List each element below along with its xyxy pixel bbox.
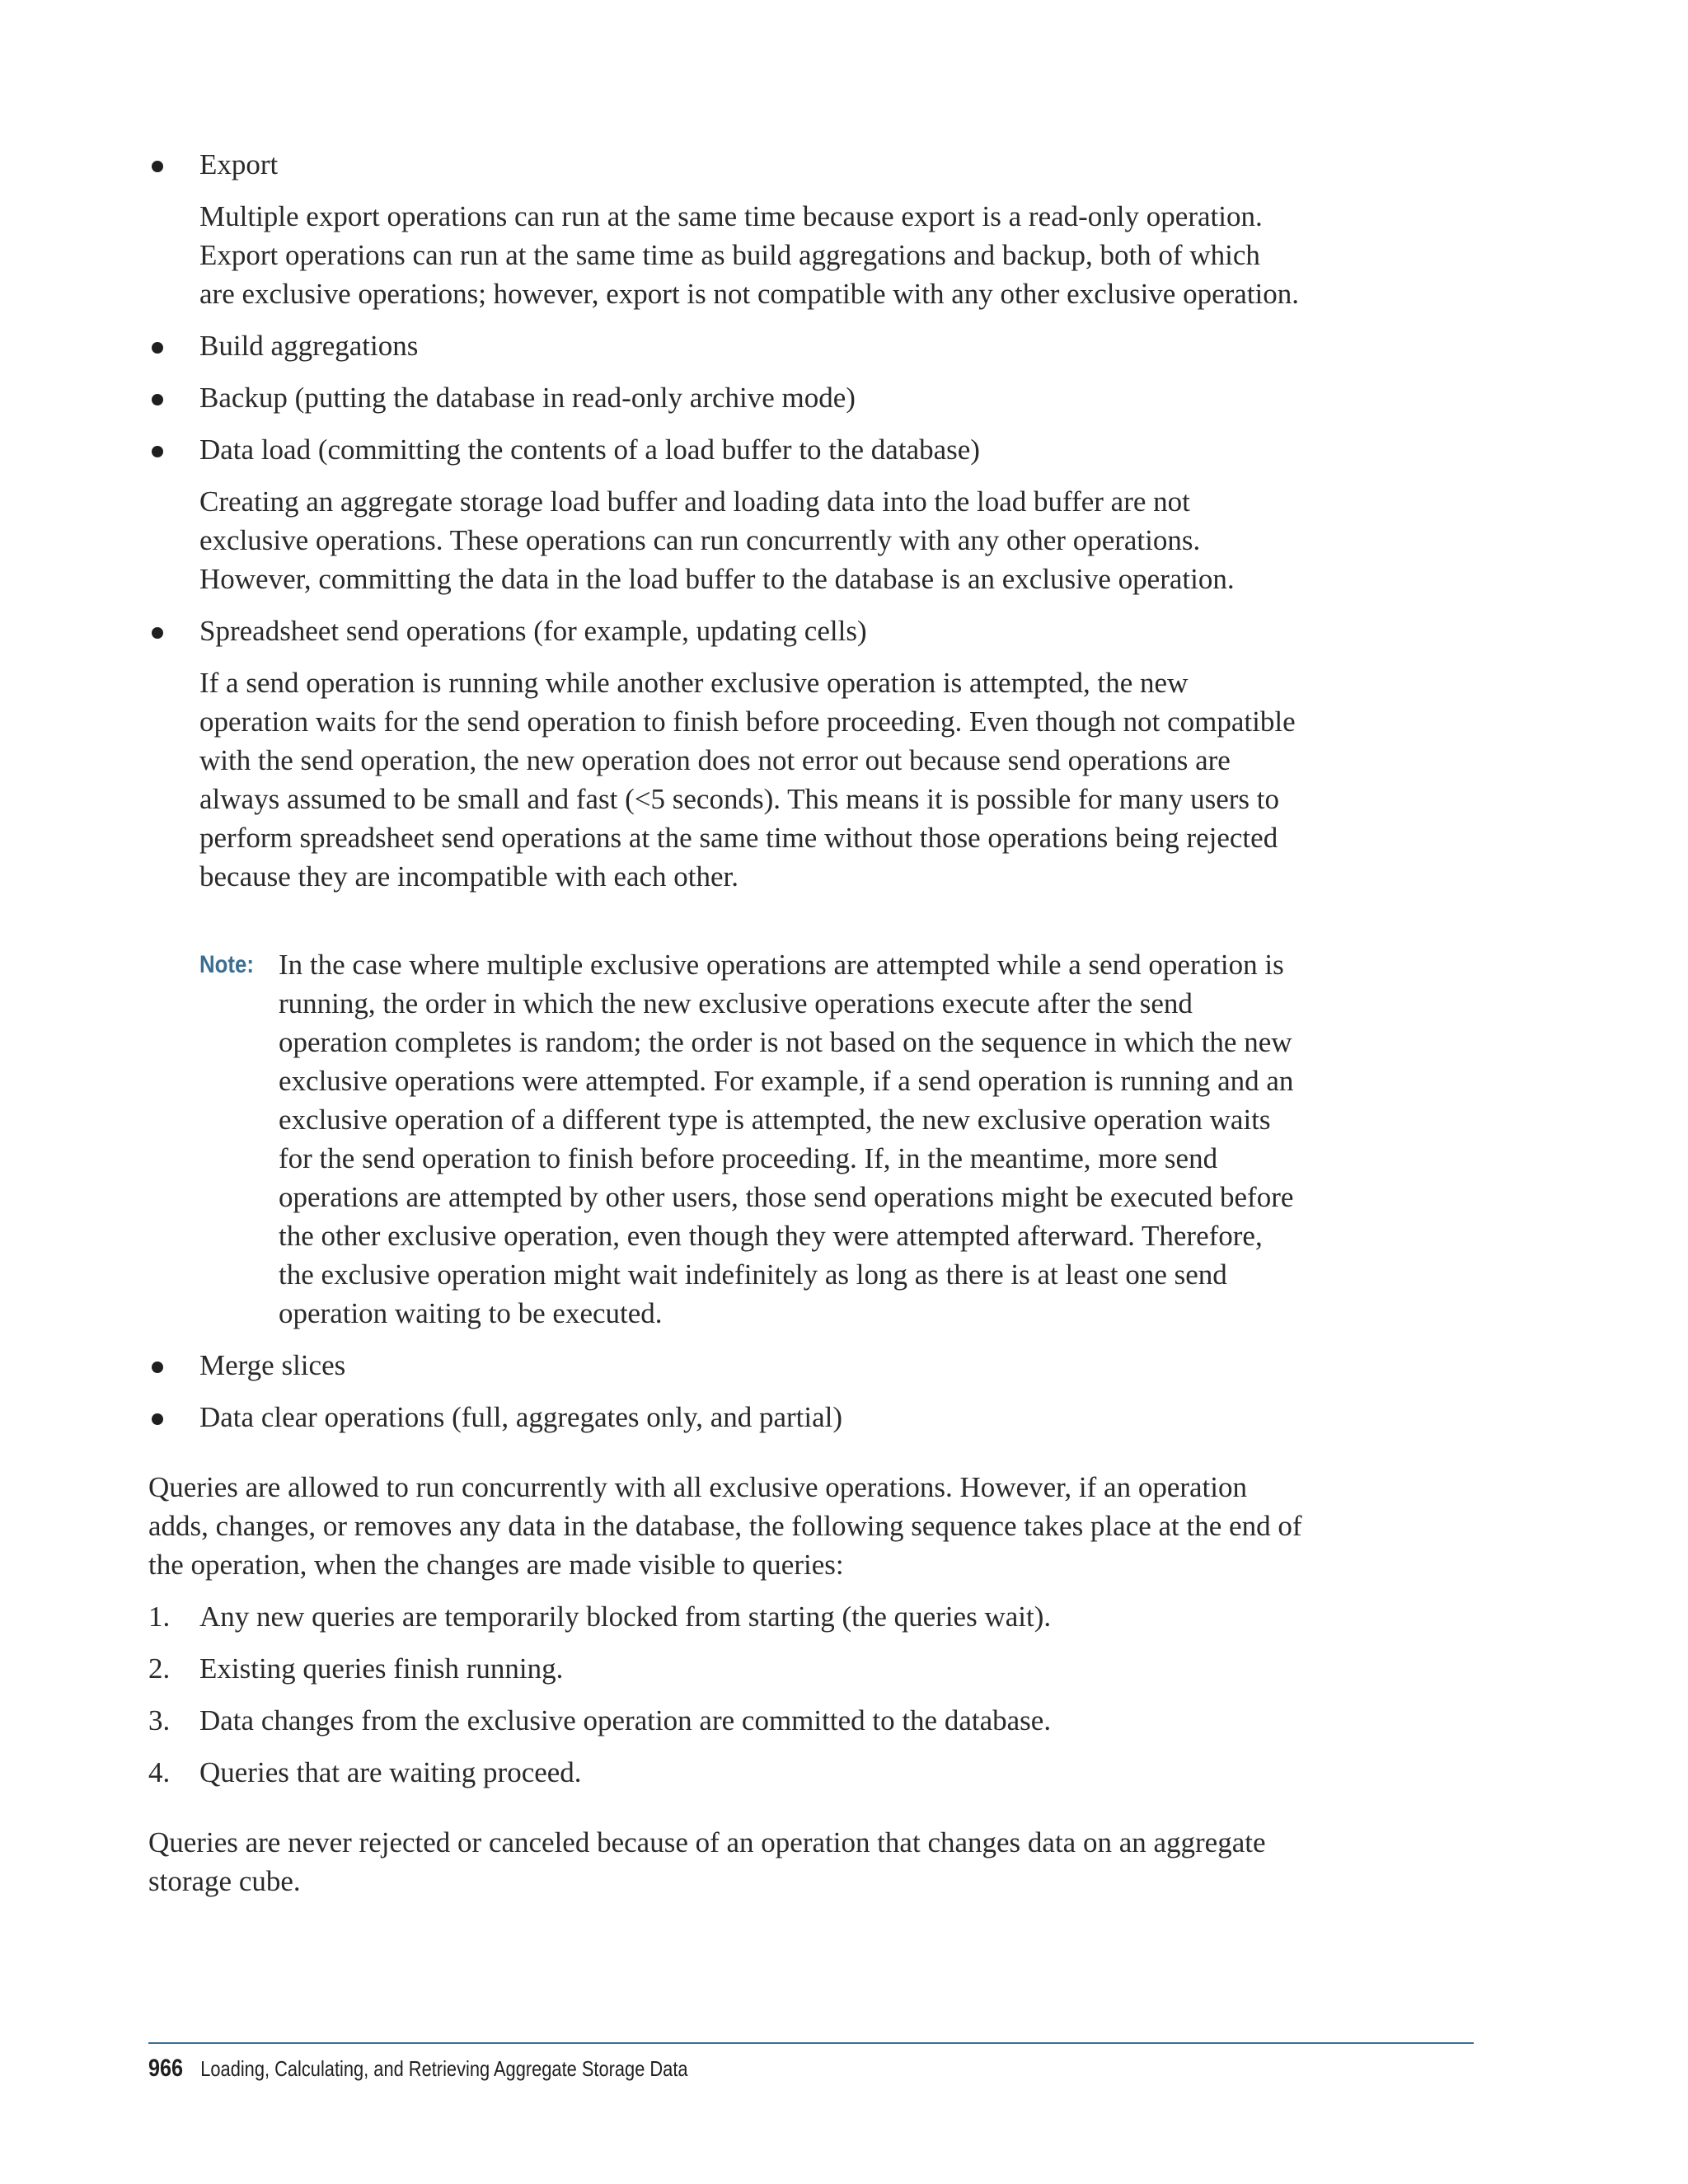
step-text: Data changes from the exclusive operation are committed to the database. xyxy=(199,1704,1052,1736)
closing-paragraph: Queries are never rejected or canceled because of an operation that changes data on an aggregate storage cube. xyxy=(148,1826,1266,1897)
footer-title: Loading, Calculating, and Retrieving Aggregate Storage Data xyxy=(200,2056,688,2081)
step-text: Queries that are waiting proceed. xyxy=(199,1756,582,1788)
bullet-icon xyxy=(152,1361,163,1373)
step-text: Any new queries are temporarily blocked from starting (the queries wait). xyxy=(199,1601,1052,1633)
bullet-icon xyxy=(152,161,163,172)
bullet-icon xyxy=(152,627,163,639)
bullet-label: Data load (committing the contents of a load buffer to the database) xyxy=(199,434,980,466)
bullet-item-data-load xyxy=(148,430,1302,469)
bullet-detail-spreadsheet-send: If a send operation is running while another exclusive operation is attempted, the new operation waits for the send operation to finish before proceeding. Even though not compatible with the send operation, the new operation does not error out because send operations are always assumed to be small and fast (<5 seconds). This means it is possible for many users to perform spreadsheet send operations at the same time without those operations being rejected because they are incompatible with each other. xyxy=(199,667,1296,893)
bullet-detail-export: Multiple export operations can run at the same time because export is a read-only operation. Export operations can run at the same time as build aggregations and backup, both of which are exclusive operations; however, export is not compatible with any other exclusive operation. xyxy=(199,200,1300,310)
bullet-label: Merge slices xyxy=(199,1349,346,1381)
page-footer xyxy=(148,2055,688,2083)
bullet-item-spreadsheet-send xyxy=(148,612,1302,650)
queries-paragraph: Queries are allowed to run concurrently with all exclusive operations. However, if an operation adds, changes, or removes any data in the database, the following sequence takes place at the end of the operation, when the changes are made visible to queries: xyxy=(148,1471,1302,1581)
step-item xyxy=(148,1701,1302,1740)
bullet-icon xyxy=(152,342,163,354)
bullet-label: Export xyxy=(199,148,279,180)
page-number: 966 xyxy=(148,2055,184,2082)
footer-divider xyxy=(148,2042,1474,2044)
bullet-icon xyxy=(152,446,163,457)
note-label: Note: xyxy=(199,951,254,978)
note-block xyxy=(148,945,1302,1333)
bullet-detail-data-load: Creating an aggregate storage load buffer and loading data into the load buffer are not exclusive operations. These operations can run concurrently with any other operations. However, committing the data in the load buffer to the database is an exclusive operation. xyxy=(199,485,1235,595)
bullet-label: Backup (putting the database in read-only archive mode) xyxy=(199,382,856,414)
bullet-item-backup xyxy=(148,378,1302,417)
step-item xyxy=(148,1753,1302,1792)
bullet-item-build-aggregations xyxy=(148,326,1302,365)
step-number: 3. xyxy=(148,1704,171,1736)
bullet-item-export xyxy=(148,145,1302,184)
step-number: 4. xyxy=(148,1756,171,1788)
step-text: Existing queries finish running. xyxy=(199,1652,564,1685)
bullet-label: Build aggregations xyxy=(199,330,419,362)
page-body xyxy=(148,145,1302,1914)
step-number: 2. xyxy=(148,1652,171,1685)
bullet-icon xyxy=(152,1413,163,1425)
bullet-label: Data clear operations (full, aggregates only, and partial) xyxy=(199,1401,843,1433)
bullet-icon xyxy=(152,394,163,405)
step-item xyxy=(148,1649,1302,1688)
step-number: 1. xyxy=(148,1601,171,1633)
bullet-label: Spreadsheet send operations (for example, updating cells) xyxy=(199,615,867,647)
note-text: In the case where multiple exclusive operations are attempted while a send operation is running, the order in which the new exclusive operations execute after the send operation completes is random; the order is not based on the sequence in which the new exclusive operations were attempted. For example, if a send operation is running and an exclusive operation of a different type is attempted, the new exclusive operation waits for the send operation to finish before proceeding. If, in the meantime, more send operations are attempted by other users, those send operations might be executed before the other exclusive operation, even though they were attempted afterward. Therefore, the exclusive operation might wait indefinitely as long as there is at least one send operation waiting to be executed. xyxy=(279,949,1294,1329)
bullet-item-data-clear xyxy=(148,1398,1302,1436)
step-item xyxy=(148,1597,1302,1636)
bullet-item-merge-slices xyxy=(148,1346,1302,1385)
